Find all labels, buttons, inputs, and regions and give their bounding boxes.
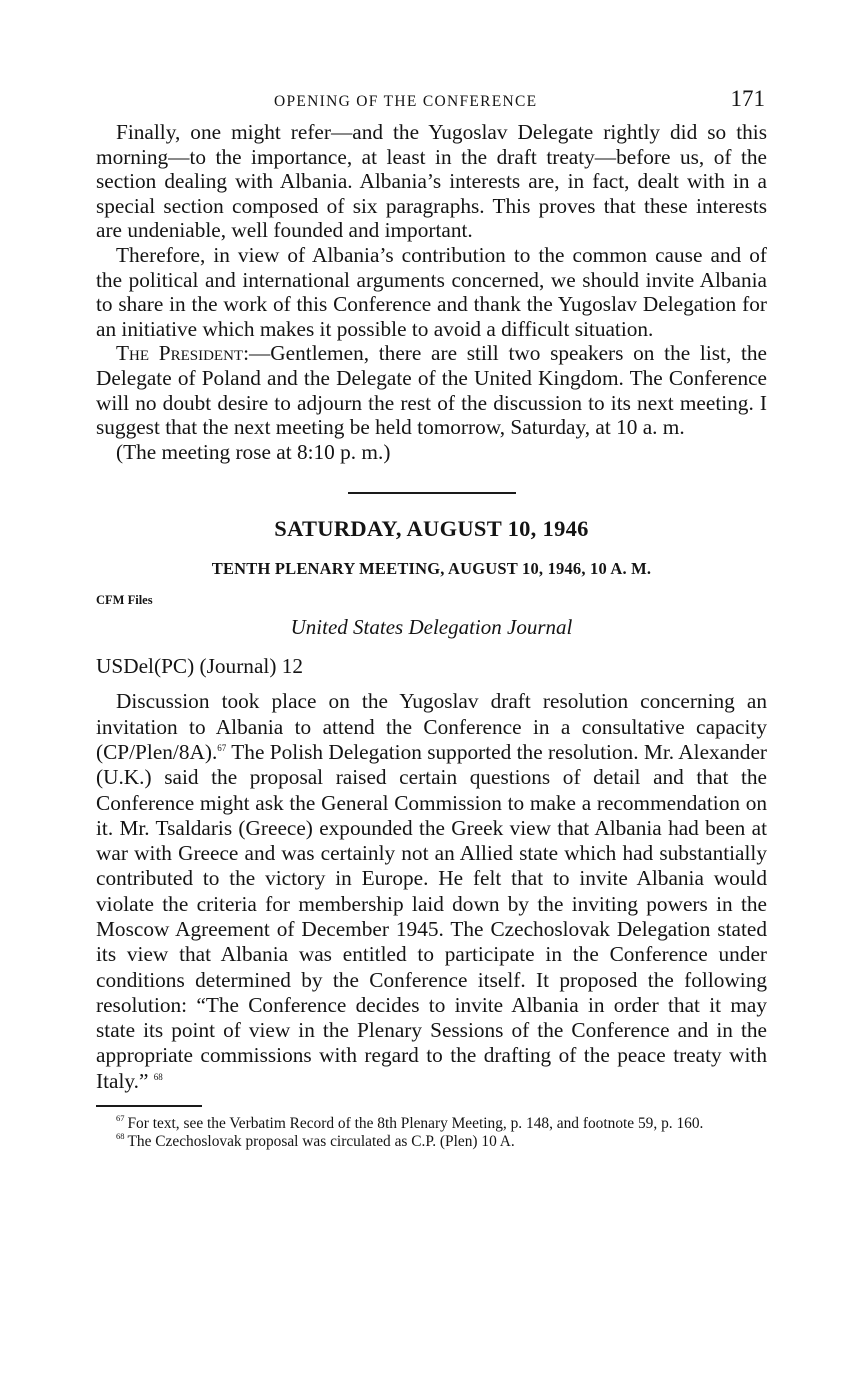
footnote-mark: 68 [116, 1131, 125, 1142]
president-remark-text: :—Gentlemen, there are still two speakers on the list, the Delegate of Poland and the Delegate of the United Kingdom. The Conference will no doubt desire to adjourn the rest of the discussion to its next meeting. I suggest that the next meeting be held tomorrow, Saturday, at 10 a. m. [96, 341, 768, 440]
running-title: OPENING OF THE CONFERENCE [274, 93, 538, 110]
footnote-ref-68[interactable]: 68 [153, 1071, 163, 1082]
journal-paragraph [96, 689, 767, 1094]
journal-entry [96, 689, 767, 1094]
section-divider [348, 492, 516, 494]
document-page [96, 86, 767, 1151]
footnote-67 [96, 1115, 767, 1133]
meeting-heading: TENTH PLENARY MEETING, AUGUST 10, 1946, 10 A. M. [211, 559, 652, 579]
adjournment-note: (The meeting rose at 8:10 p. m.) [116, 439, 391, 464]
president-remark [96, 341, 767, 439]
opening-section [96, 120, 767, 464]
footnote-mark: 67 [116, 1113, 125, 1124]
running-head [96, 86, 767, 120]
speaker-name: The President [116, 341, 244, 366]
footnotes [96, 1115, 767, 1151]
journal-text-part-1: Discussion took place on the Yugoslav draft resolution concerning an invitation to Albania to attend the Conference in a consultative capacity (CP/Plen/8A). [96, 689, 767, 764]
footnote-divider [96, 1105, 202, 1107]
journal-title: United States Delegation Journal [290, 615, 573, 640]
document-reference: USDel(PC) (Journal) 12 [96, 654, 304, 679]
paragraph-invitation: Therefore, in view of Albania’s contribution to the common cause and of the political and international arguments concerned, we should invite Albania to share in the work of this Conference and thank the Yugoslav Delegation for an initiative which makes it possible to avoid a difficult situation. [96, 242, 767, 341]
footnote-68 [96, 1133, 767, 1151]
footnote-text: The Czechoslovak proposal was circulated as C.P. (Plen) 10 A. [127, 1132, 515, 1150]
footnote-ref-67[interactable]: 67 [217, 742, 227, 753]
source-label: CFM Files [96, 593, 153, 608]
footnote-text: For text, see the Verbatim Record of the 8th Plenary Meeting, p. 148, and footnote 59, p. 160. [127, 1114, 704, 1132]
date-heading: SATURDAY, AUGUST 10, 1946 [274, 516, 589, 542]
journal-text-part-2: The Polish Delegation supported the resolution. Mr. Alexander (U.K.) said the proposal raised certain questions of detail and that the Conference might ask the General Commission to make a recommendation on it. Mr. Tsaldaris (Greece) expounded the Greek view that Albania had been at war with Greece and was certainly not an Allied state which had substantially contributed to the victory in Europe. He felt that to invite Albania would violate the criteria for membership laid down by the inviting powers in the Moscow Agreement of December 1945. The Czechoslovak Delegation stated its view that Albania was entitled to participate in the Conference under conditions determined by the Conference itself. It proposed the following resolution: “The Conference decides to invite Albania in order that it may state its point of view in the Plenary Sessions of the Conference and in the appropriate commissions with regard to the drafting of the peace treaty with Italy.” [96, 739, 767, 1093]
paragraph-importance: Finally, one might refer—and the Yugoslav Delegate rightly did so this morning—to the importance, at least in the draft treaty—before us, of the section dealing with Albania. Albania’s interests are, in fact, dealt with in a special section composed of six paragraphs. This proves that these interests are undeniable, well founded and important. [96, 120, 767, 243]
page-number: 171 [730, 86, 765, 111]
